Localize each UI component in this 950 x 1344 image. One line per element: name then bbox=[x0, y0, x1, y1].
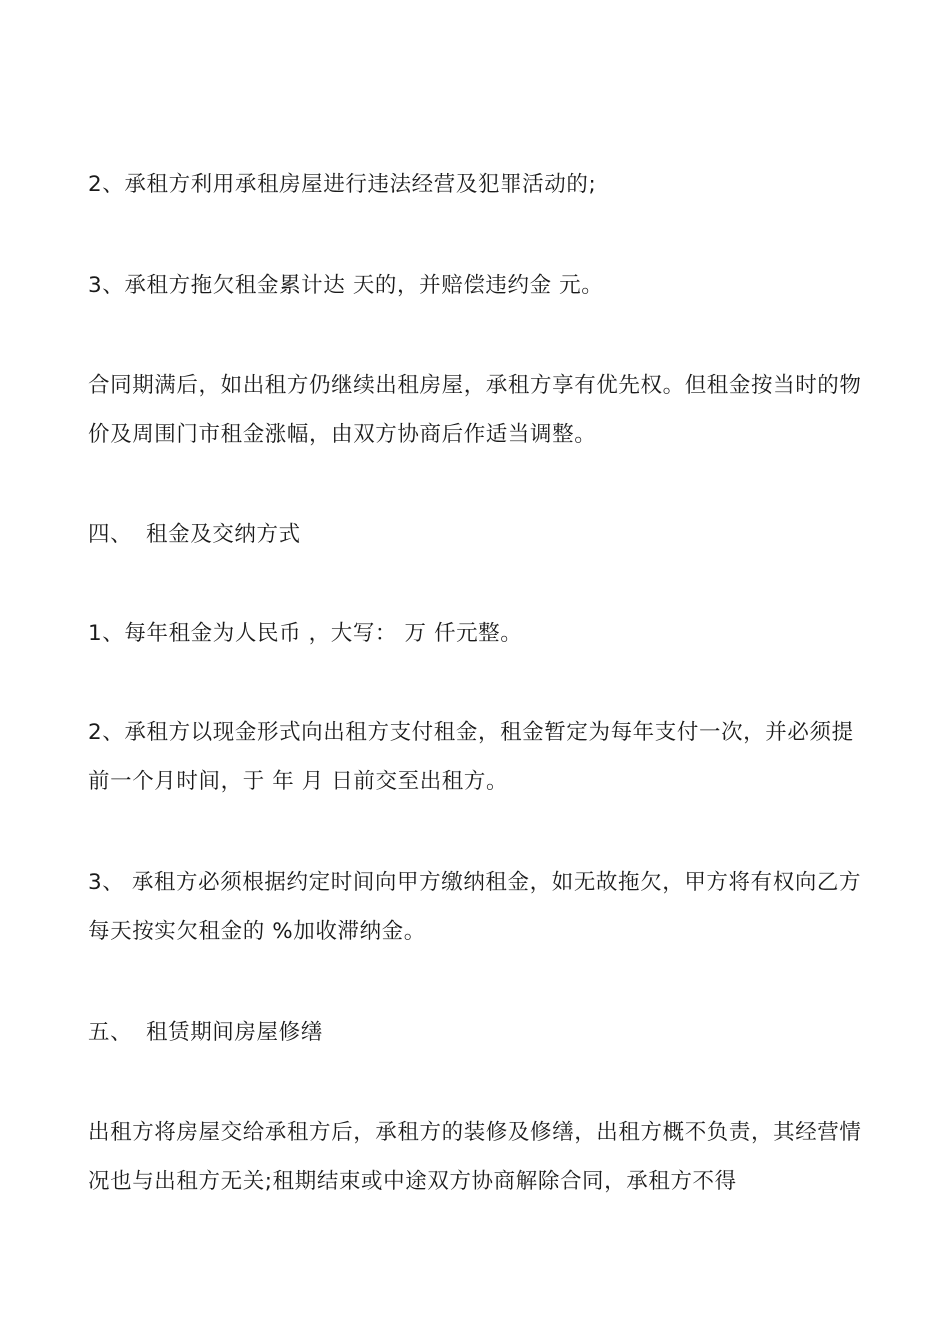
clause-1-annual-rent: 1、每年租金为人民币 ，大写： 万 仟元整。 bbox=[88, 621, 523, 646]
clause-2-illegal-use: 2、承租方利用承租房屋进行违法经营及犯罪活动的; bbox=[88, 172, 597, 197]
section-title: 租金及交纳方式 bbox=[146, 522, 301, 547]
section-title: 租赁期间房屋修缮 bbox=[146, 1020, 323, 1045]
section-heading-rent-payment bbox=[88, 510, 301, 559]
section-number: 五、 bbox=[88, 1020, 133, 1045]
clause-3-late-fee: 3、 承租方必须根据约定时间向甲方缴纳租金，如无故拖欠，甲方将有权向乙方每天按实欠租金的 %加收滞纳金。 bbox=[88, 870, 862, 944]
section-number: 四、 bbox=[88, 522, 133, 547]
clause-2-payment-method: 2、承租方以现金形式向出租方支付租金，租金暂定为每年支付一次，并必须提前一个月时间，于 年 月 日前交至出租方。 bbox=[88, 720, 854, 794]
renewal-priority-paragraph: 合同期满后，如出租方仍继续出租房屋，承租方享有优先权。但租金按当时的物价及周围门市租金涨幅，由双方协商后作适当调整。 bbox=[88, 373, 862, 447]
repairs-responsibility-paragraph: 出租方将房屋交给承租方后，承租方的装修及修缮，出租方概不负责，其经营情况也与出租方无关;租期结束或中途双方协商解除合同，承租方不得 bbox=[88, 1120, 862, 1194]
section-heading-repairs bbox=[88, 1008, 323, 1057]
clause-3-rent-arrears: 3、承租方拖欠租金累计达 天的，并赔偿违约金 元。 bbox=[88, 273, 604, 298]
